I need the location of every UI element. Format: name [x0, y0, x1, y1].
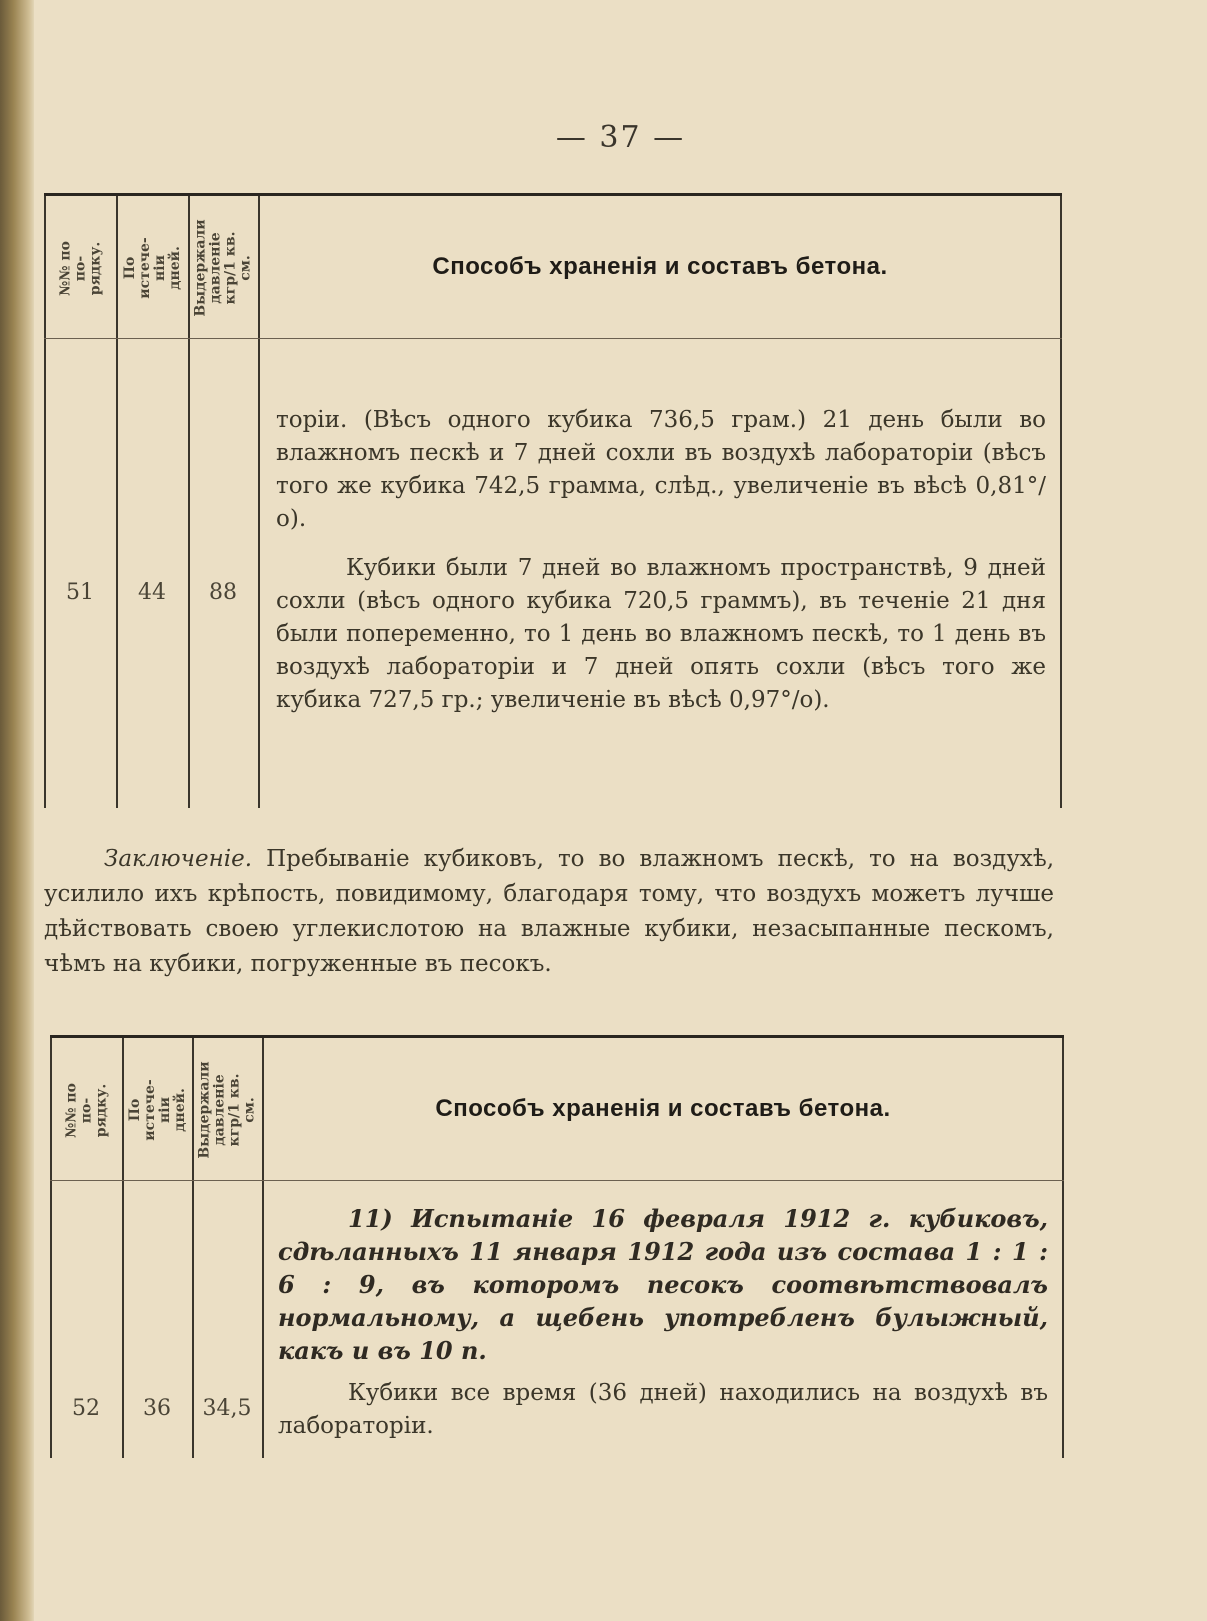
header-col-method: Способъ храненія и составъ бетона.: [435, 1095, 891, 1122]
header-col-number: №№ по по- рядку.: [57, 240, 104, 296]
row-pressure: 34,5: [202, 1396, 252, 1421]
conclusion-lead: Заключеніе.: [104, 846, 253, 872]
header-col-pressure: Выдержали давленіе кгр/1 кв. см.: [193, 219, 255, 317]
conclusion-text: Пребываніе кубиковъ, то во влажномъ пескѣ, то на воздухѣ, усилило ихъ крѣпость, повидимому, благодаря тому, что воздухъ можетъ лучше дѣйствовать своею углекислотою на влажные кубики, незасыпанные пескомъ, чѣмъ на кубики, погруженные въ песокъ.: [44, 846, 1055, 977]
table-2: [50, 1035, 1064, 1458]
row-number: 52: [72, 1396, 100, 1421]
row-number: 51: [66, 580, 94, 605]
row-days: 44: [138, 580, 166, 605]
paragraph: торіи. (Вѣсъ одного кубика 736,5 грам.) 21 день были во влажномъ пескѣ и 7 дней сохли въ воздухѣ лабораторіи (вѣсъ того же кубика 742,5 грамма, слѣд., увеличеніе въ вѣсѣ 0,81°/о).: [276, 407, 1046, 532]
header-col-days: По истече- ніи дней.: [122, 237, 183, 299]
header-col-number: №№ по по- рядку.: [63, 1082, 110, 1138]
conclusion-paragraph: [44, 842, 1054, 982]
book-spine-shadow: [0, 0, 34, 1621]
table-1-header-rule: [44, 338, 1062, 339]
paragraph: Кубики все время (36 дней) находились на воздухѣ въ лабораторіи.: [278, 1380, 1048, 1439]
row-pressure: 88: [209, 580, 237, 605]
table-1-text: [276, 404, 1046, 717]
book-page: [34, 0, 1207, 1621]
table-2-text: [278, 1202, 1048, 1443]
table-1: [44, 193, 1062, 808]
page-number: — 37 —: [555, 120, 686, 155]
section-heading: 11) Испытаніе 16 февраля 1912 г. кубиковъ, сдѣланныхъ 11 января 1912 года изъ состава 1 : 1 : 6 : 9, въ которомъ песокъ соотвѣтствовалъ нормальному, а щебень употребленъ булыжный, какъ и въ 10 п.: [278, 1204, 1048, 1365]
row-days: 36: [143, 1396, 171, 1421]
header-col-method: Способъ храненія и составъ бетона.: [432, 253, 888, 280]
header-col-pressure: Выдержали давленіе кгр/1 кв. см.: [197, 1061, 259, 1159]
header-col-days: По истече- ніи дней.: [127, 1079, 188, 1141]
table-1-col-divider: [1060, 196, 1062, 808]
paragraph: Кубики были 7 дней во влажномъ пространствѣ, 9 дней сохли (вѣсъ одного кубика 720,5 граммъ), въ теченіе 21 дня были попеременно, то 1 день во влажномъ пескѣ, то 1 день въ воздухѣ лабораторіи и 7 дней опять сохли (вѣсъ того же кубика 727,5 гр.; увеличеніе въ вѣсѣ 0,97°/о).: [276, 555, 1046, 713]
table-2-header-rule: [50, 1180, 1064, 1181]
table-2-col-divider: [1062, 1038, 1064, 1458]
